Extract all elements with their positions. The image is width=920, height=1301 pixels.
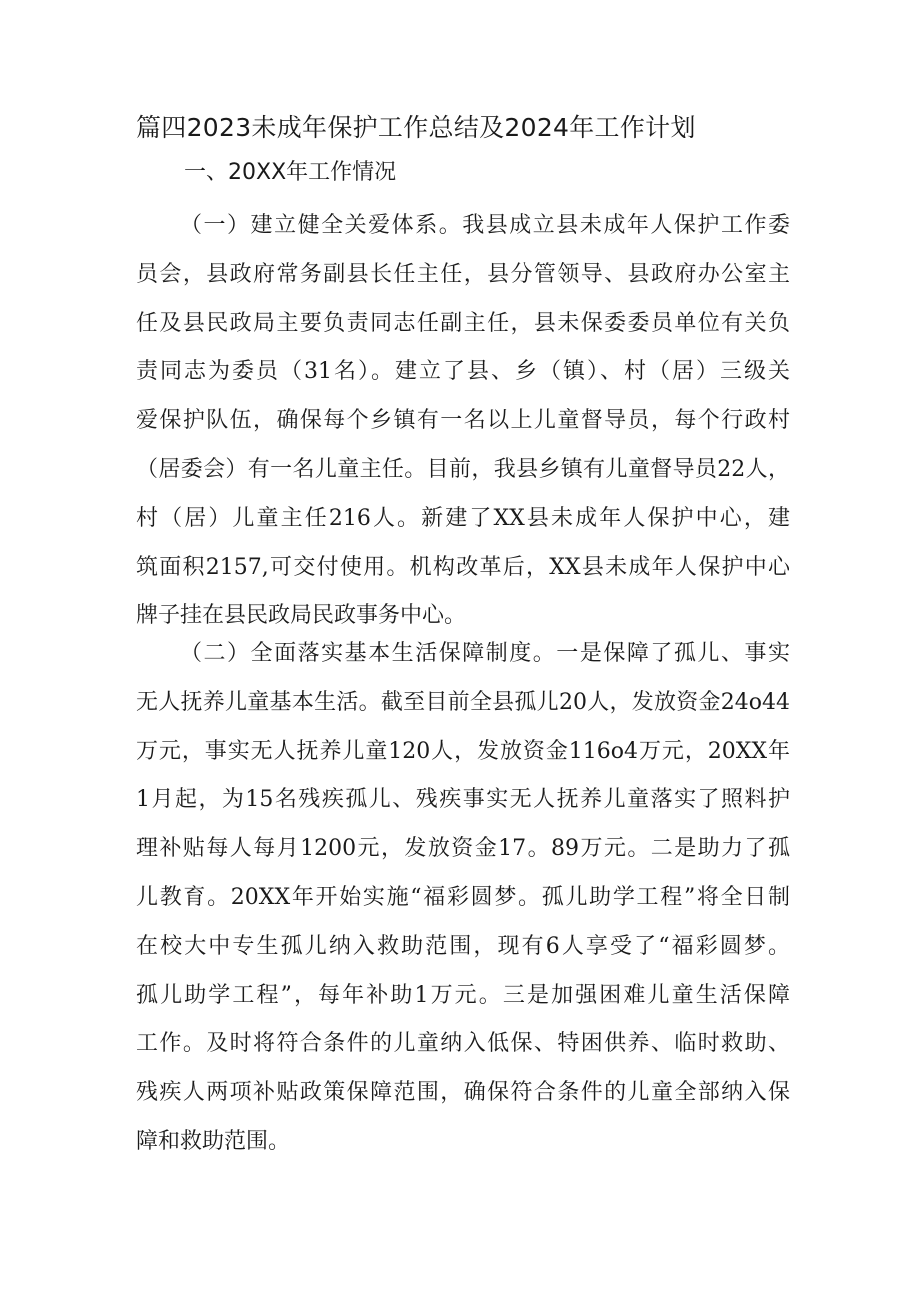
paragraph-line: 工作。及时将符合条件的儿童纳入低保、特困供养、临时救助、 bbox=[136, 1031, 790, 1057]
paragraph-line: 儿教育。20XX年开始实施“福彩圆梦。孤儿助学工程”将全日制 bbox=[136, 884, 790, 910]
paragraph-line: 无人抚养儿童基本生活。截至目前全县孤儿20人，发放资金24o44 bbox=[136, 689, 790, 715]
paragraph-line: 员会，县政府常务副县长任主任，县分管领导、县政府办公室主 bbox=[136, 261, 790, 287]
paragraph-line: （居委会）有一名儿童主任。目前，我县乡镇有儿童督导员22人， bbox=[136, 456, 790, 482]
paragraph-line: 理补贴每人每月1200元，发放资金17。89万元。二是助力了孤 bbox=[136, 836, 790, 862]
paragraph-line: 万元，事实无人抚养儿童120人，发放资金116o4万元，20XX年 bbox=[136, 738, 790, 764]
paragraph-line: 障和救助范围。 bbox=[136, 1128, 291, 1154]
section-heading: 一、20XX年工作情况 bbox=[184, 160, 397, 185]
paragraph-line: 孤儿助学工程”，每年补助1万元。三是加强困难儿童生活保障 bbox=[136, 982, 790, 1008]
document-title: 篇四2023未成年保护工作总结及2024年工作计划 bbox=[136, 113, 696, 142]
paragraph-line: 责同志为委员（31名）。建立了县、乡（镇）、村（居）三级关 bbox=[136, 359, 790, 385]
paragraph-line: 牌子挂在县民政局民政事务中心。 bbox=[136, 603, 467, 629]
paragraph-line: 1月起，为15名残疾孤儿、残疾事实无人抚养儿童落实了照料护 bbox=[136, 787, 790, 813]
paragraph-care-system bbox=[136, 202, 790, 641]
paragraph-living-security bbox=[136, 630, 790, 1167]
paragraph-line: 残疾人两项补贴政策保障范围，确保符合条件的儿童全部纳入保 bbox=[136, 1080, 790, 1106]
paragraph-line: 任及县民政局主要负责同志任副主任，县未保委委员单位有关负 bbox=[136, 310, 790, 336]
paragraph-line: （一）建立健全关爱体系。我县成立县未成年人保护工作委 bbox=[180, 213, 790, 238]
paragraph-line: 村（居）儿童主任216人。新建了XX县未成年人保护中心，建 bbox=[136, 505, 790, 531]
paragraph-line: 爱保护队伍，确保每个乡镇有一名以上儿童督导员，每个行政村 bbox=[136, 408, 790, 434]
paragraph-line: 在校大中专生孤儿纳入救助范围，现有6人享受了“福彩圆梦。 bbox=[136, 933, 790, 959]
paragraph-line: 筑面积2157,可交付使用。机构改革后，XX县未成年人保护中心 bbox=[136, 554, 790, 580]
paragraph-line: （二）全面落实基本生活保障制度。一是保障了孤儿、事实 bbox=[180, 641, 790, 666]
